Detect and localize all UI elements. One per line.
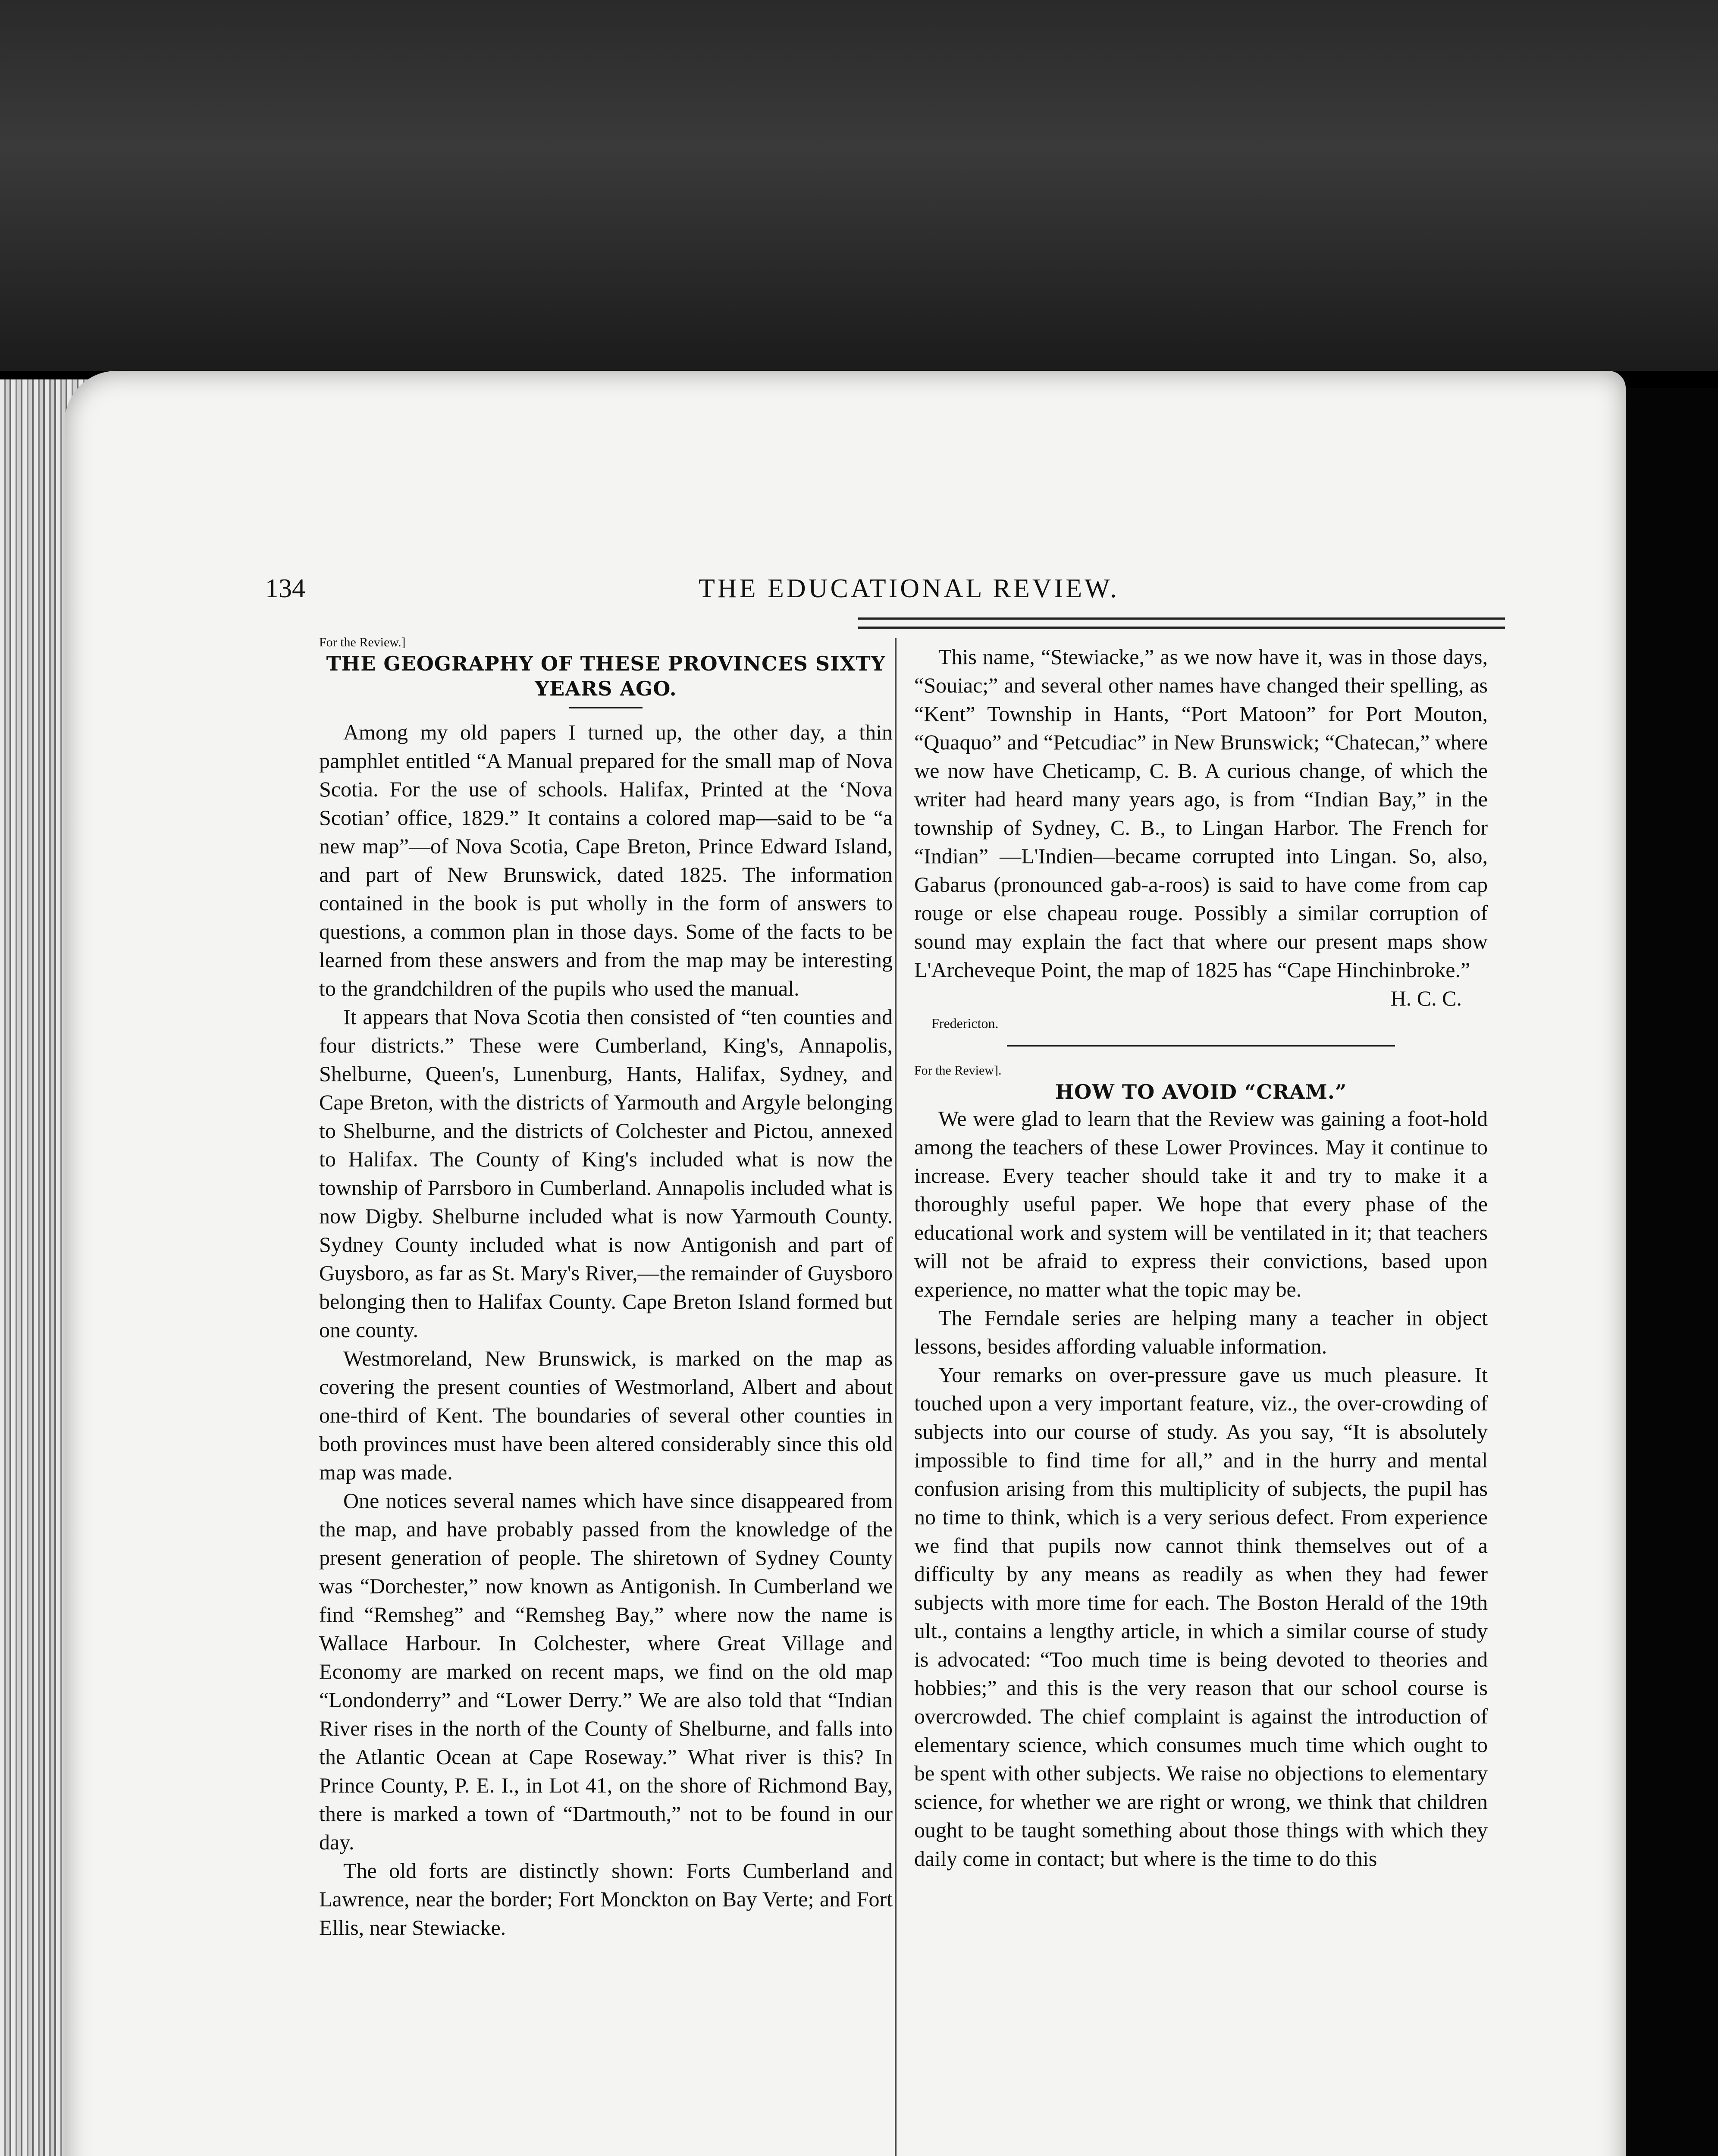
column-divider [895, 638, 897, 2156]
title-rule [569, 707, 643, 708]
microfilm-border-right [1626, 388, 1718, 2156]
dateline-place: Fredericton. [931, 1015, 999, 1031]
paragraph: One notices several names which have since disappeared from the map, and have probably passed from the knowledge of the present generation of people. The shiretown of Sydney County was “Dorchester,” now known as Antigonish. In Cumberland we find “Remsheg” and “Remsheg Bay,” where now the name is Wallace Harbour. In Colchester, where Great Village and Economy are marked on recent maps, we find on the old map “Londonderry” and “Lower Derry.” We are also told that “Indian River rises in the north of the County of Shelburne, and falls into the Atlantic Ocean at Cape Roseway.” What river is this? In Prince County, P. E. I., in Lot 41, on the shore of Richmond Bay, there is marked a town of “Dartmouth,” not to be found in our day. [319, 1489, 893, 1854]
left-column [319, 634, 893, 1942]
paragraph: The Ferndale series are helping many a teacher in object lessons, besides affording valuable information. [914, 1306, 1488, 1358]
left-article-source-note: For the Review.] [319, 635, 406, 649]
paragraph: Westmoreland, New Brunswick, is marked on the map as covering the present counties of Westmorland, Albert and about one-third of Kent. The boundaries of several other counties in both provinces must have been altered considerably since this old map was made. [319, 1346, 893, 1484]
microfilm-border-top [0, 0, 1718, 371]
author-signature: H. C. C. [1390, 986, 1462, 1010]
paragraph: Your remarks on over-pressure gave us much pleasure. It touched upon a very important feature, viz., the over-crowding of subjects into our course of study. As you say, “It is absolutely impossible to find time for all,” and in the hurry and mental confusion arising from this multiplicity of subjects, the pupil has no time to think, which is a very serious defect. From experience we find that pupils now cannot think themselves out of a difficulty by any means as readily as when they had fewer subjects with more time for each. The Boston Herald of the 19th ult., contains a lengthy article, in which a similar course of study is advocated: “Too much time is being devoted to theories and hobbies;” and this is the very reason that our school course is overcrowded. The chief complaint is against the introduction of elementary science, which consumes much time which ought to be spent with other subjects. We raise no objections to elementary science, for whether we are right or wrong, we think that children ought to be taught something about those things with which they daily come in contact; but where is the time to do this [914, 1363, 1488, 1871]
article-separator [1007, 1045, 1395, 1047]
continued-paragraph: This name, “Stewiacke,” as we now have it, was in those days, “Souiac;” and several other names have changed their spelling, as “Kent” Township in Hants, “Port Matoon” for Port Mouton, “Quaquo” and “Petcudiac” in New Brunswick; “Chatecan,” where we now have Cheticamp, C. B. A curious change, of which the writer had heard many years ago, is from “Indian Bay,” in the township of Sydney, C. B., to Lingan Harbor. The French for “Indian” —L'Indien—became corrupted into Lingan. So, also, Gabarus (pronounced gab-a-roos) is said to have come from cap rouge or else chapeau rouge. Possibly a similar corruption of sound may explain the fact that where our present maps show L'Archeveque Point, the map of 1825 has “Cape Hinchinbroke.” [914, 645, 1488, 982]
paragraph: The old forts are distinctly shown: Forts Cumberland and Lawrence, near the border; Fort Monckton on Bay Verte; and Fort Ellis, near Stewiacke. [319, 1858, 893, 1940]
left-article-title: THE GEOGRAPHY OF THESE PROVINCES SIXTY YEARS AGO. [326, 652, 886, 700]
paragraph: Among my old papers I turned up, the other day, a thin pamphlet entitled “A Manual prepared for the small map of Nova Scotia. For the use of schools. Halifax, Printed at the ‘Nova Scotian’ office, 1829.” It contains a colored map—said to be “a new map”—of Nova Scotia, Cape Breton, Prince Edward Island, and part of New Brunswick, dated 1825. The information contained in the book is put wholly in the form of answers to questions, a common plan in those days. Some of the facts to be learned from these answers and from the map may be interesting to the grandchildren of the pupils who used the manual. [319, 720, 893, 1000]
right-article-source-note: For the Review]. [914, 1063, 1002, 1078]
paragraph: It appears that Nova Scotia then consisted of “ten counties and four districts.” These were Cumberland, King's, Annapolis, Shelburne, Queen's, Lunenburg, Hants, Halifax, Sydney, and Cape Breton, with the districts of Yarmouth and Argyle belonging to Shelburne, and the districts of Colchester and Pictou, annexed to Halifax. The County of King's included what is now the township of Parrsboro in Cumberland. Annapolis included what is now Digby. Shelburne included what is now Yarmouth County. Sydney County included what is now Antigonish and part of Guysboro, as far as St. Mary's River,—the remainder of Guysboro belonging then to Halifax County. Cape Breton Island formed but one county. [319, 1005, 893, 1342]
running-head: THE EDUCATIONAL REVIEW. [699, 574, 1119, 603]
header-rule [858, 617, 1505, 629]
right-column [914, 642, 1488, 1873]
right-article-title: HOW TO AVOID “CRAM.” [1055, 1080, 1347, 1103]
paragraph: We were glad to learn that the Review was gaining a foot-hold among the teachers of these Lower Provinces. May it continue to increase. Every teacher should take it and try to make it a thoroughly useful paper. We hope that every phase of the educational work and system will be ventilated in it; that teachers will not be afraid to express their convictions, based upon experience, no matter what the topic may be. [914, 1106, 1488, 1301]
page-number: 134 [265, 574, 305, 603]
